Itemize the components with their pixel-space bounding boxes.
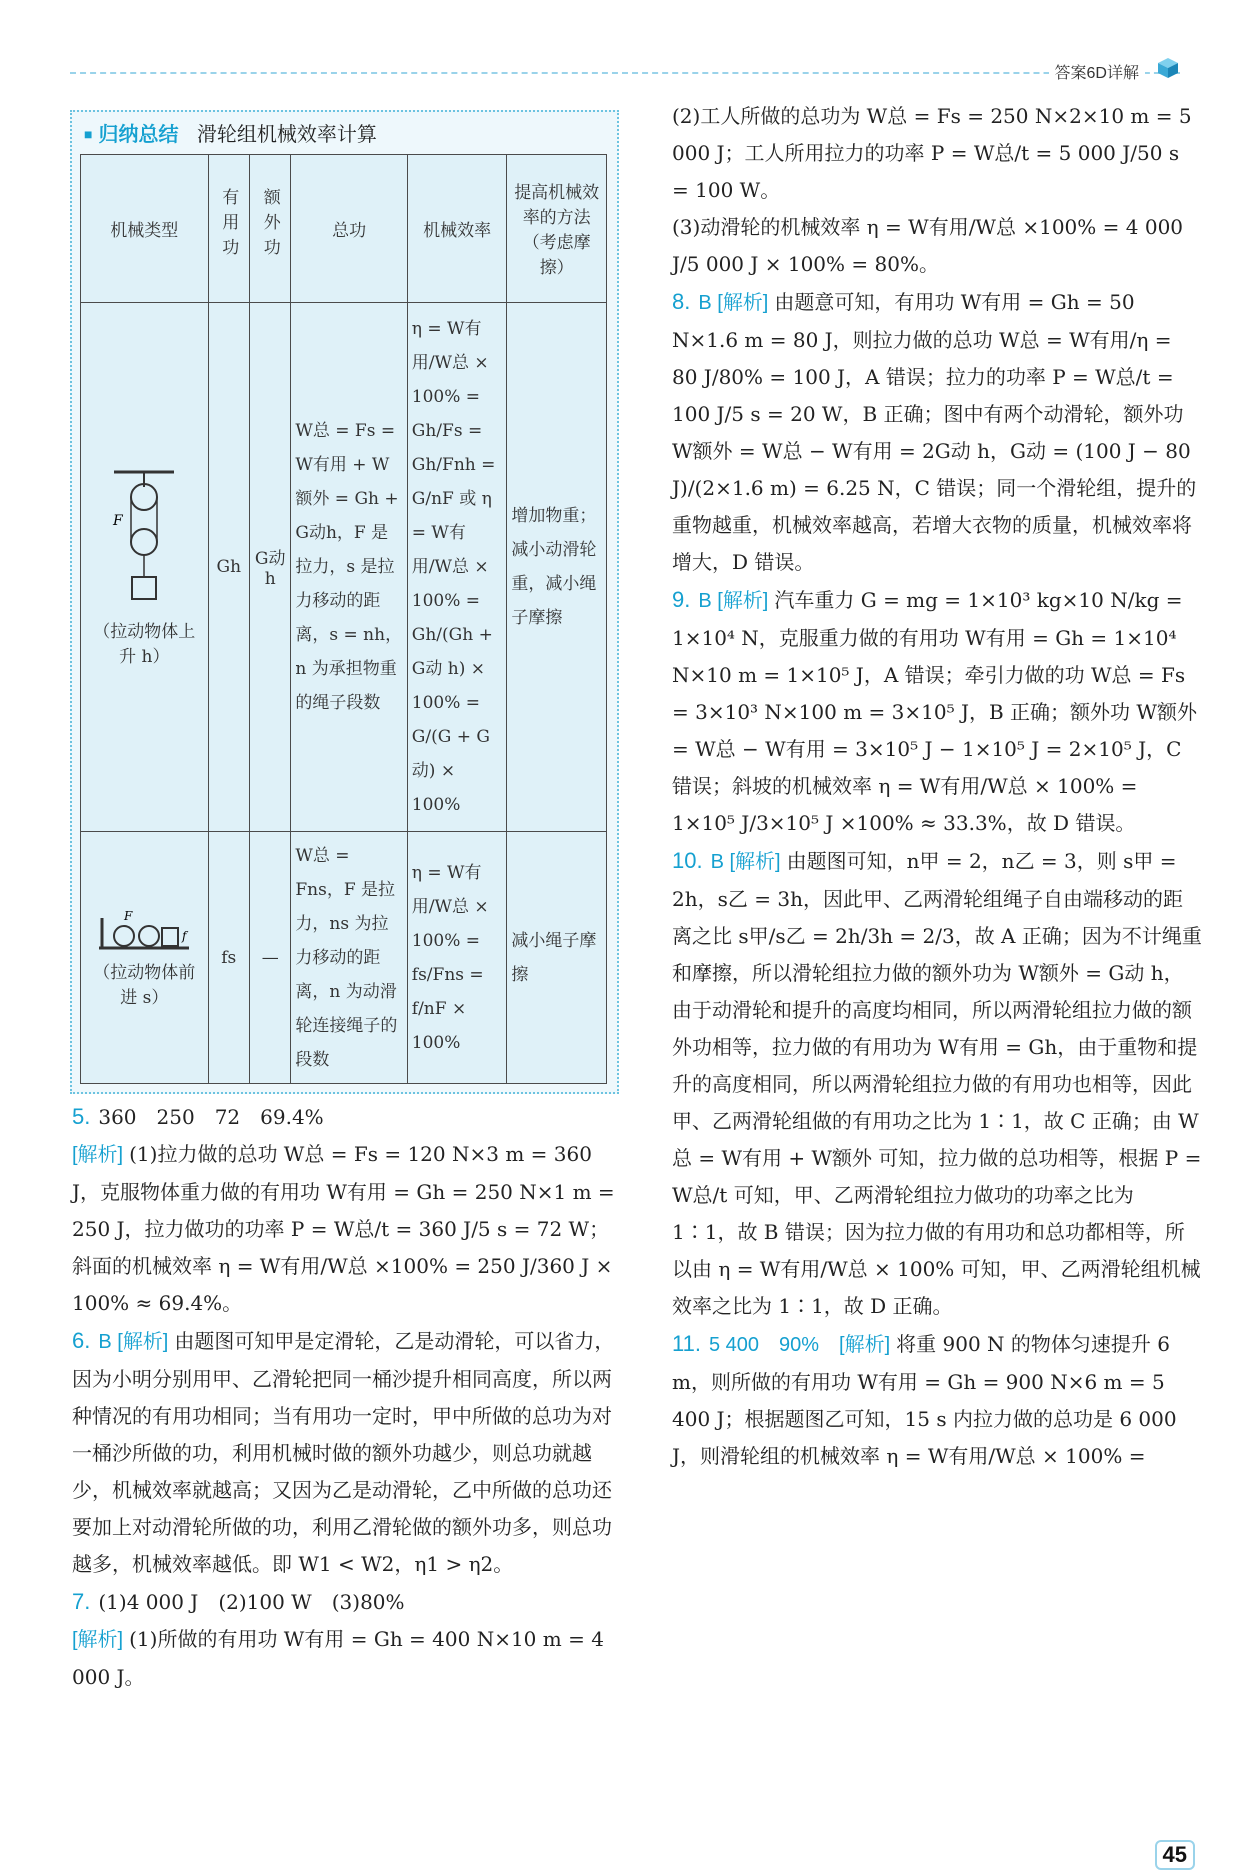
svg-text:F: F (113, 512, 123, 529)
summary-title (84, 118, 377, 147)
summary-heading: 滑轮组机械效率计算 (196, 122, 377, 146)
row2-type (81, 832, 209, 1084)
svg-text:F: F (124, 908, 133, 923)
header-efficiency: 机械效率 (407, 155, 507, 303)
analysis-7: [解析] (1)所做的有用功 W有用 = Gh = 400 N×10 m = 4 000 J。 (72, 1627, 604, 1689)
row1-efficiency: η = W有用/W总 × 100% = Gh/Fs = Gh/Fnh = G/nF 或 η = W有用/W总 × 100% = Gh/(Gh + G动 h) × 100% = G/(G + G动) × 100% (407, 302, 507, 831)
summary-table (80, 154, 607, 1084)
row2-useful: fs (208, 832, 249, 1084)
answer-8: 8. B [解析] 由题意可知，有用功 W有用 = Gh = 50 N×1.6 m = 80 J，则拉力做的总功 W总 = W有用/η = 80 J/80% = 100 J，A 错误；拉力的功率 P = W总/t = 100 J/5 s = 20 W，B 正确；图中有两个动滑轮，额外功 W额外 = W总 − W有用 = 2G动 h，G动 = (100 J − 80 J)/(2×1.6 m) = 6.25 N，C 错误；同一个滑轮组，提升的重物越重，机械效率越高，若增大衣物的质量，机械效率将增大，D 错误。 (672, 289, 1197, 574)
answer-10: 10. B [解析] 由题图可知，n甲 = 2，n乙 = 3，则 s甲 = 2h，s乙 = 3h，因此甲、乙两滑轮组绳子自由端移动的距离之比 s甲/s乙 = 2h/3h = 2/3，故 A 正确；因为不计绳重和摩擦，所以滑轮组拉力做的额外功为 W额外 = G动 h，由于动滑轮和提升的高度均相同，所以两滑轮组拉力做的额外功相等，拉力做的有用功为 W有用 = Gh，由于重物和提升的高度相同，所以两滑轮组拉力做的有用功也相等，因此甲、乙两滑轮组做的有用功之比为 1∶1，故 C 正确；由 W总 = W有用 + W额外 可知，拉力做的总功相等，根据 P = W总/t 可知，甲、乙两滑轮组拉力做功的功率之比为 1∶1，故 B 错误；因为拉力做的有用功和总功都相等，所以由 η = W有用/W总 × 100% 可知，甲、乙两滑轮组机械效率之比为 1∶1，故 D 正确。 (672, 848, 1202, 1318)
row1-extra: G动 h (249, 302, 290, 831)
left-column (72, 1098, 617, 1696)
answer-11: 11. 5 400 90% [解析] 将重 900 N 的物体匀速提升 6 m，则所做的有用功 W有用 = Gh = 900 N×6 m = 5 400 J；根据题图乙可知，15 s 内拉力做的总功是 6 000 J，则滑轮组的机械效率 η = W有用/W总 × 100% = (672, 1331, 1177, 1468)
row2-total: W总 = Fns，F 是拉力，ns 为拉力移动的距离，n 为动滑轮连接绳子的段数 (291, 832, 407, 1084)
row1-type (81, 302, 209, 831)
row1-improve: 增加物重；减小动滑轮重，减小绳子摩擦 (507, 302, 607, 831)
analysis-5: [解析] (1)拉力做的总功 W总 = Fs = 120 N×3 m = 360 J，克服物体重力做的有用功 W有用 = Gh = 250 N×1 m = 250 J，拉力做功的功率 P = W总/t = 360 J/5 s = 72 W；斜面的机械效率 η = W有用/W总 ×100% = 250 J/360 J × 100% ≈ 69.4%。 (72, 1142, 615, 1315)
summary-box (70, 110, 619, 1094)
svg-text:f: f (182, 928, 187, 943)
row1-useful: Gh (208, 302, 249, 831)
row2-caption: （拉动物体前进 s） (93, 962, 196, 1008)
header-extra: 额外功 (259, 188, 280, 264)
header-divider (70, 72, 1180, 74)
answer-9: 9. B [解析] 汽车重力 G = mg = 1×10³ kg×10 N/kg = 1×10⁴ N，克服重力做的有用功 W有用 = Gh = 1×10⁴ N×10 m = 1×10⁵ J，A 错误；牵引力做的功 W总 = Fs = 3×10³ N×100 m = 3×10⁵ J，B 正确；额外功 W额外 = W总 − W有用 = 3×10⁵ J − 1×10⁵ J = 2×10⁵ J，C 错误；斜坡的机械效率 η = W有用/W总 × 100% = 1×10⁵ J/3×10⁵ J ×100% ≈ 33.3%，故 D 错误。 (672, 587, 1197, 835)
summary-tag: ■ 归纳总结 (84, 124, 178, 146)
row2-extra: — (249, 832, 290, 1084)
analysis-7-part3: (3)动滑轮的机械效率 η = W有用/W总 ×100% = 4 000 J/5 000 J × 100% = 80%。 (672, 215, 1184, 276)
answer-6: 6. B [解析] 由题图可知甲是定滑轮，乙是动滑轮，可以省力，因为小明分别用甲、乙滑轮把同一桶沙提升相同高度，所以两种情况的有用功相同；当有用功一定时，甲中所做的总功为对一桶沙所做的功，利用机械时做的额外功越少，则总功就越少，机械效率就越高；又因为乙是动滑轮，乙中所做的总功还要加上对动滑轮所做的功，利用乙滑轮做的额外功多，则总功越多，机械效率越低。即 W1 < W2，η1 > η2。 (72, 1328, 615, 1576)
header-useful: 有用功 (218, 188, 239, 264)
header-type: 机械类型 (81, 155, 209, 303)
page-number: 45 (1155, 1840, 1195, 1870)
pulley-drag-diagram (94, 908, 194, 958)
cube-icon (1156, 56, 1180, 80)
row2-efficiency: η = W有用/W总 × 100% = fs/Fns = f/nF × 100% (407, 832, 507, 1084)
answer-7: 7. (1)4 000 J (2)100 W (3)80% (72, 1589, 405, 1614)
header-improve: 提高机械效率的方法（考虑摩擦） (507, 155, 607, 303)
row2-improve: 减小绳子摩擦 (507, 832, 607, 1084)
header-total: 总功 (291, 155, 407, 303)
pulley-lift-diagram (99, 467, 189, 617)
row1-total: W总 = Fs = W有用 + W额外 = Gh + G动h，F 是拉力，s 是拉力移动的距离，s = nh，n 为承担物重的绳子段数 (291, 302, 407, 831)
row1-caption: （拉动物体上升 h） (93, 621, 196, 667)
analysis-7-part2: (2)工人所做的总功为 W总 = Fs = 250 N×2×10 m = 5 000 J；工人所用拉力的功率 P = W总/t = 5 000 J/50 s = 100 W。 (672, 104, 1192, 202)
answer-5: 5. 360 250 72 69.4% (72, 1104, 324, 1129)
header-label: 答案6D详解 (1049, 60, 1145, 83)
right-column (672, 98, 1202, 1475)
